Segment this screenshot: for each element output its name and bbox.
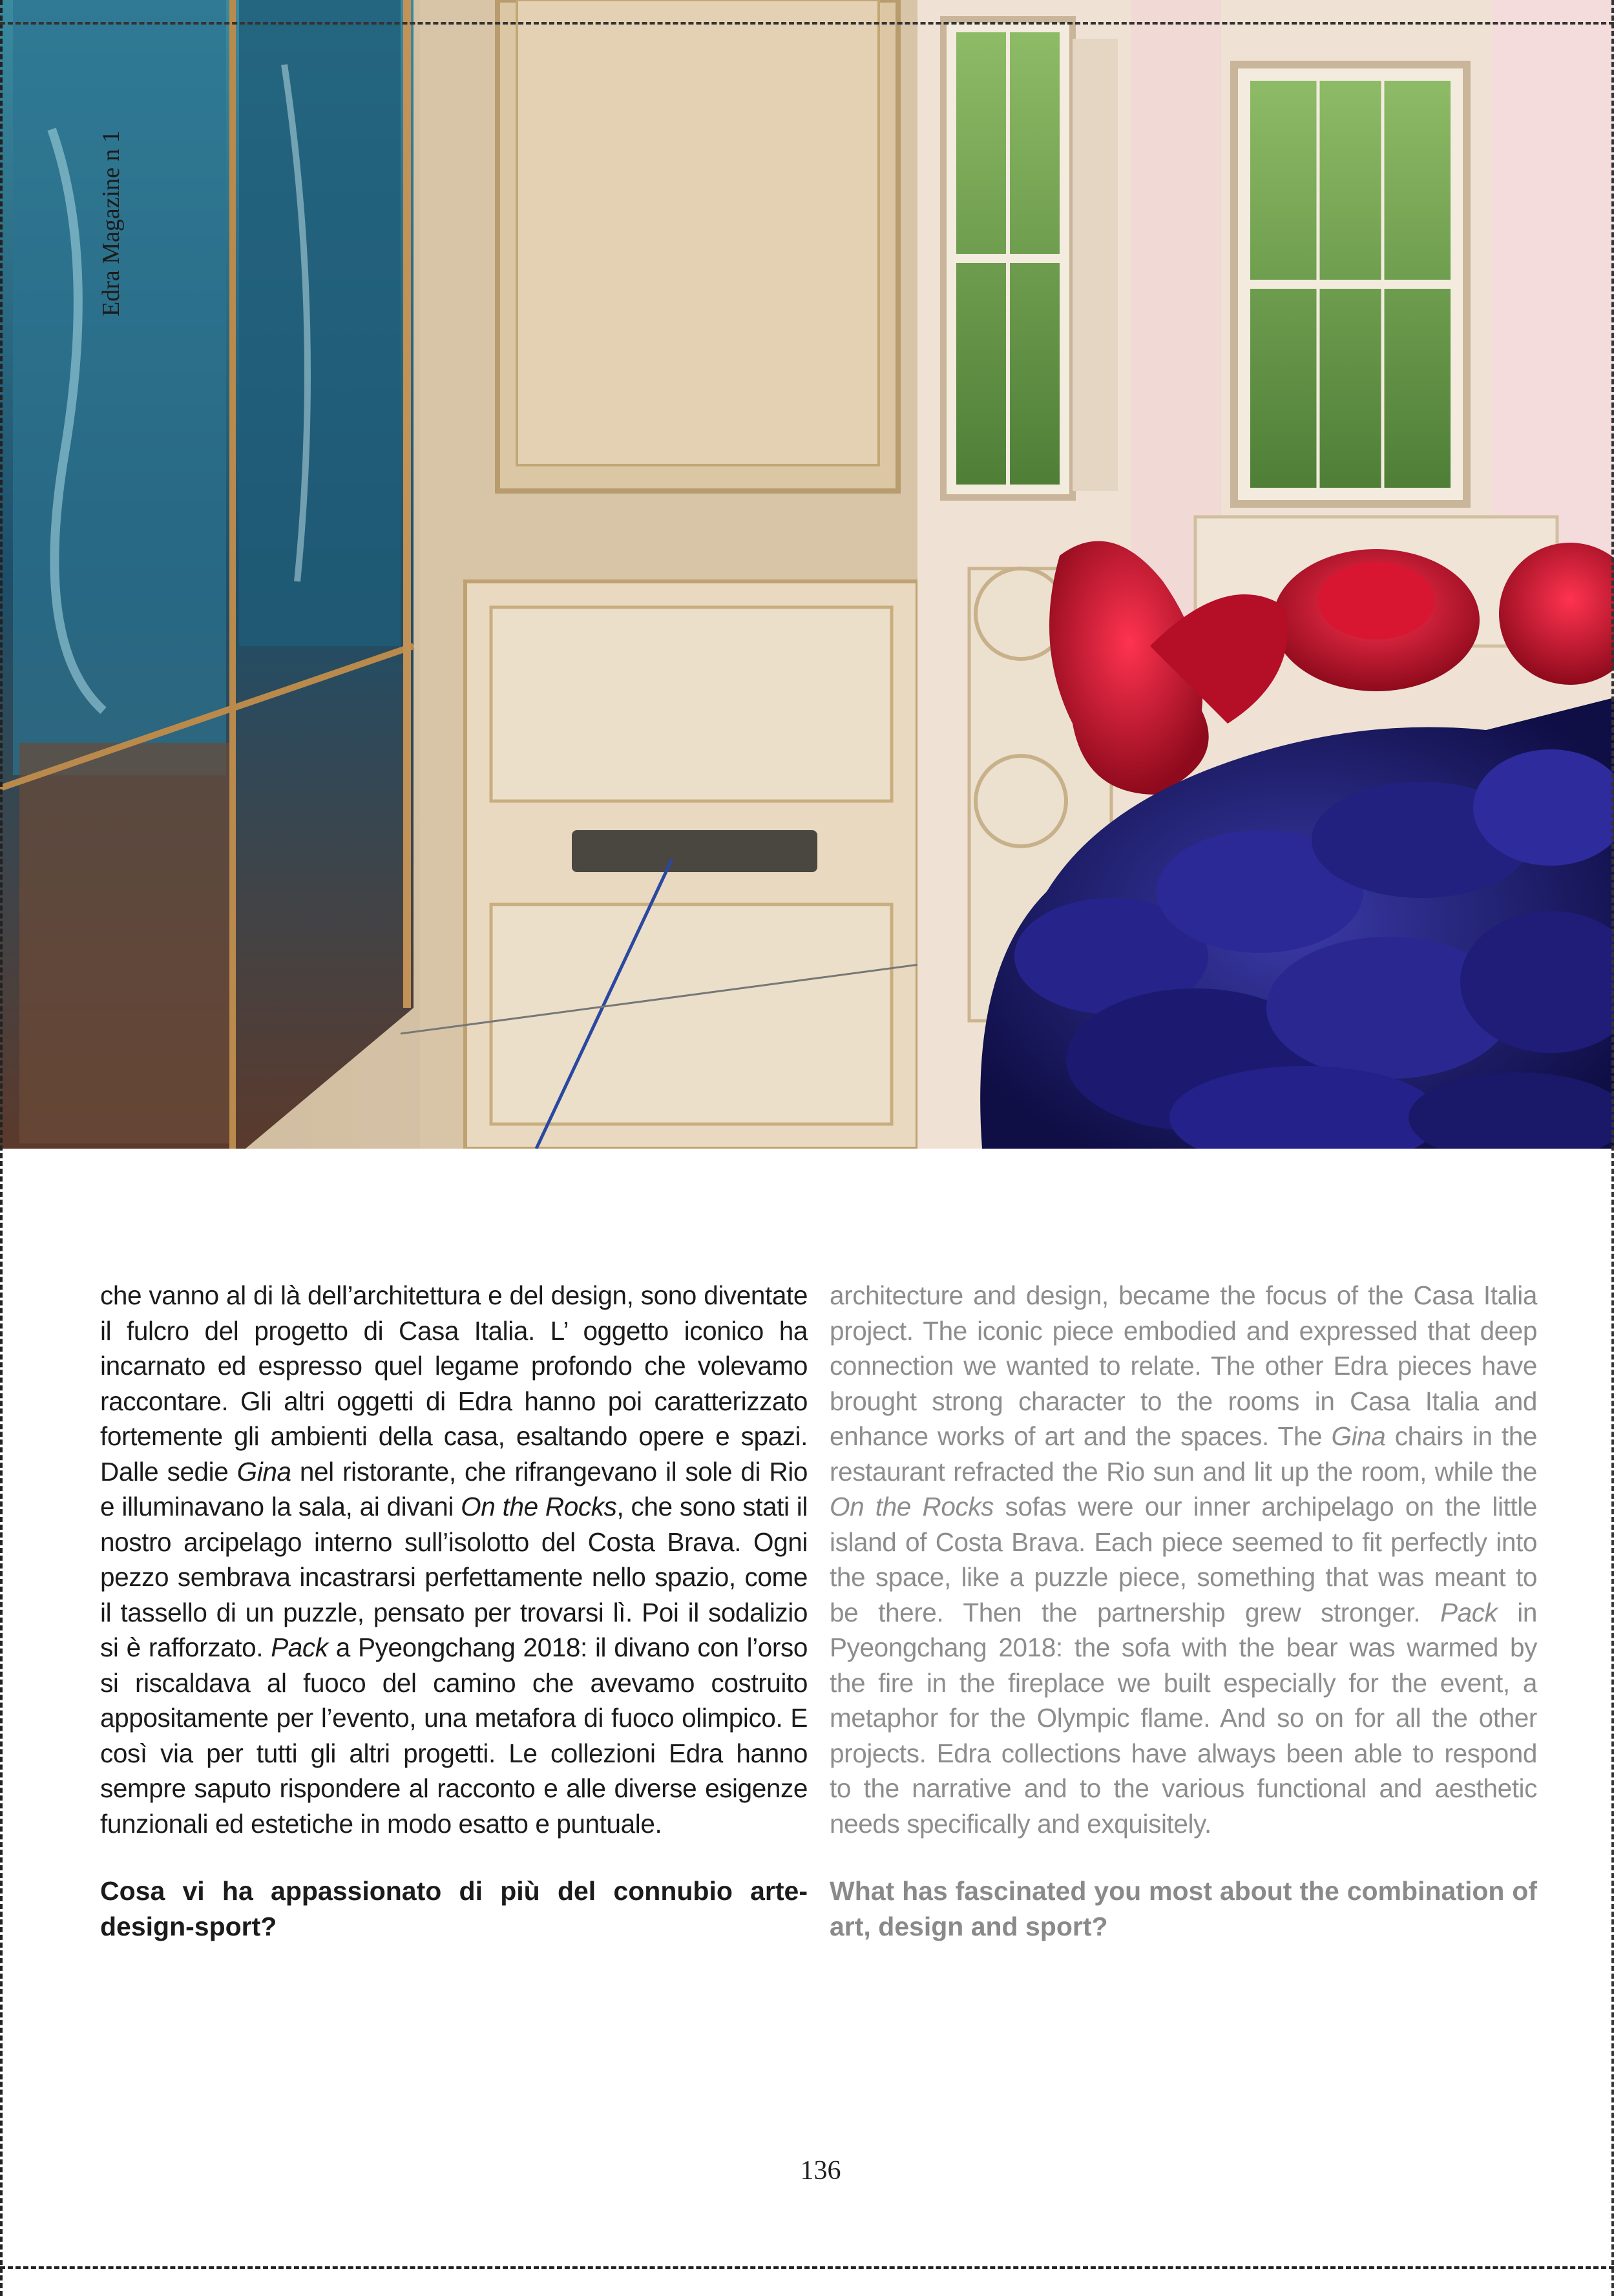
italian-text-2: nel ristorante, che rifrangevano il sole di Rio e illuminavano la sala, ai divani bbox=[100, 1456, 808, 1521]
italian-pack: Pack bbox=[271, 1633, 328, 1662]
english-gina: Gina bbox=[1331, 1421, 1386, 1451]
italian-paragraph bbox=[100, 1278, 808, 1841]
italian-text-1: che vanno al di là dell’architettura e del design, sono diventate il fulcro del progetto di Casa Italia. L’ oggetto iconico ha incarnato ed espresso quel legame profondo che volevamo raccontare. Gli altri oggetti di Edra hanno poi caratterizzato fortemente gli ambienti della casa, esaltando opere e spazi. Dalle sedie bbox=[100, 1280, 808, 1487]
english-text-1: architecture and design, became the focus of the Casa Italia project. The iconic piece embodied and expressed that deep connection we wanted to relate. The other Edra pieces have brought strong character to the rooms in Casa Italia and enhance works of art and the spaces. The bbox=[830, 1280, 1537, 1451]
english-question: What has fascinated you most about the combination of art, design and sport? bbox=[830, 1876, 1537, 1941]
italian-question: Cosa vi ha appassionato di più del connubio arte-design-sport? bbox=[100, 1876, 808, 1941]
english-on-the-rocks: On the Rocks bbox=[830, 1492, 994, 1521]
page-number: 136 bbox=[800, 2156, 841, 2186]
english-text-2: chairs in the restaurant refracted the Rio sun and lit up the room, while the bbox=[830, 1421, 1537, 1487]
magazine-label: Edra Magazine n 1 bbox=[98, 130, 125, 317]
crop-mark-right bbox=[1610, 0, 1614, 2296]
italian-gina: Gina bbox=[236, 1456, 291, 1487]
crop-mark-top bbox=[0, 22, 1614, 25]
italian-column bbox=[100, 1278, 808, 1841]
english-text-4: in Pyeongchang 2018: the sofa with the bear was warmed by the fire in the fireplace we built especially for the event, a metaphor for the Olympic flame. And so on for all the other projects. Edra collections have always been able to respond to the narrative and to the various functional and aesthetic needs specifically and exquisitely. bbox=[830, 1597, 1537, 1839]
italian-text-3: , che sono stati il nostro arcipelago interno sull’isolotto del Costa Brava. Ogni pezzo sembrava incastrarsi perfettamente nello spazio, come il tassello di un puzzle, pensato per trovarsi lì. Poi il sodalizio si è rafforzato. bbox=[100, 1492, 808, 1662]
italian-on-the-rocks: On the Rocks bbox=[461, 1492, 617, 1521]
crop-mark-bottom bbox=[0, 2266, 1614, 2269]
english-paragraph bbox=[830, 1278, 1537, 1841]
english-text-3: sofas were our inner archipelago on the little island of Costa Brava. Each piece seemed to fit perfectly into the space, like a puzzle piece, something that was meant to be there. Then the partnership grew stronger. bbox=[830, 1492, 1537, 1627]
english-pack: Pack bbox=[1440, 1597, 1498, 1627]
italian-text-4: a Pyeongchang 2018: il divano con l’orso si riscaldava al fuoco del camino che avevamo costruito appositamente per l’evento, una metafora di fuoco olimpico. E così via per tutti gli altri progetti. Le collezioni Edra hanno sempre saputo rispondere al racconto e alle diverse esigenze funzionali ed estetiche in modo esatto e puntuale. bbox=[100, 1633, 808, 1839]
english-column bbox=[830, 1278, 1537, 1841]
crop-mark-left bbox=[0, 0, 4, 2296]
